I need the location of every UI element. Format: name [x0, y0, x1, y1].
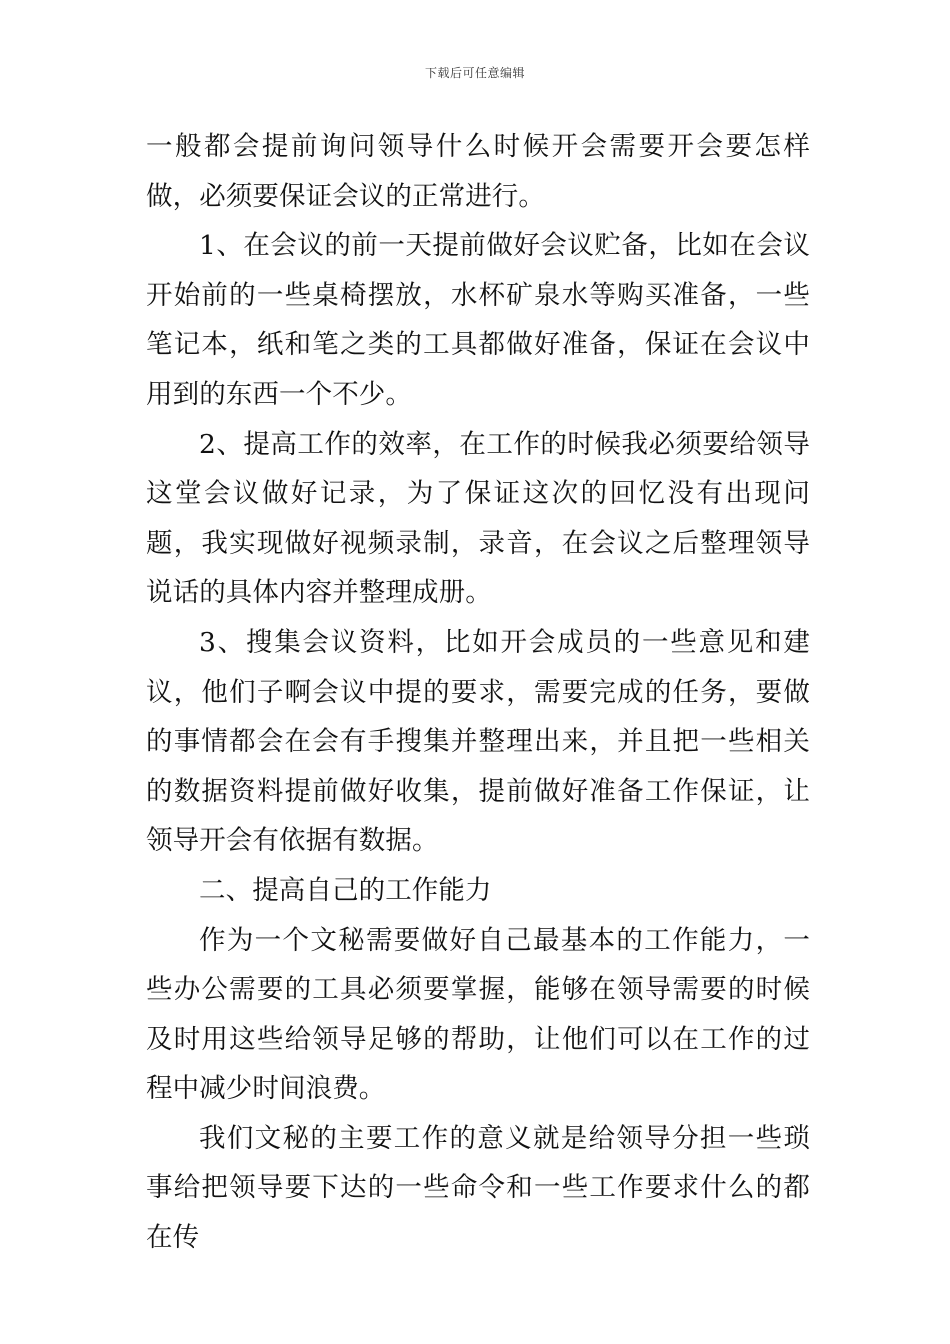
paragraph-3: 2、提高工作的效率，在工作的时候我必须要给领导这堂会议做好记录，为了保证这次的回忆没有出现问题，我实现做好视频录制，录音，在会议之后整理领导说话的具体内容并整理成册。 — [146, 428, 810, 609]
document-body — [146, 122, 810, 1263]
section-heading: 二、提高自己的工作能力 — [199, 874, 492, 906]
paragraph-5: 作为一个文秘需要做好自己最基本的工作能力，一些办公需要的工具必须要掌握，能够在领导需要的时候及时用这些给领导足够的帮助，让他们可以在工作的过程中减少时间浪费。 — [146, 924, 810, 1105]
paragraph-6: 我们文秘的主要工作的意义就是给领导分担一些琐事给把领导要下达的一些命令和一些工作要求什么的都在传 — [146, 1122, 810, 1254]
paragraph-1: 一般都会提前询问领导什么时候开会需要开会要怎样做，必须要保证会议的正常进行。 — [146, 131, 810, 212]
page-header-note: 下载后可任意编辑 — [424, 66, 525, 80]
paragraph-2: 1、在会议的前一天提前做好会议贮备，比如在会议开始前的一些桌椅摆放，水杯矿泉水等购买准备，一些笔记本，纸和笔之类的工具都做好准备，保证在会议中用到的东西一个不少。 — [146, 230, 810, 410]
paragraph-4: 3、搜集会议资料，比如开会成员的一些意见和建议，他们子啊会议中提的要求，需要完成的任务，要做的事情都会在会有手搜集并整理出来，并且把一些相关的数据资料提前做好收集，提前做好准备工作保证，让领导开会有依据有数据。 — [146, 626, 810, 857]
